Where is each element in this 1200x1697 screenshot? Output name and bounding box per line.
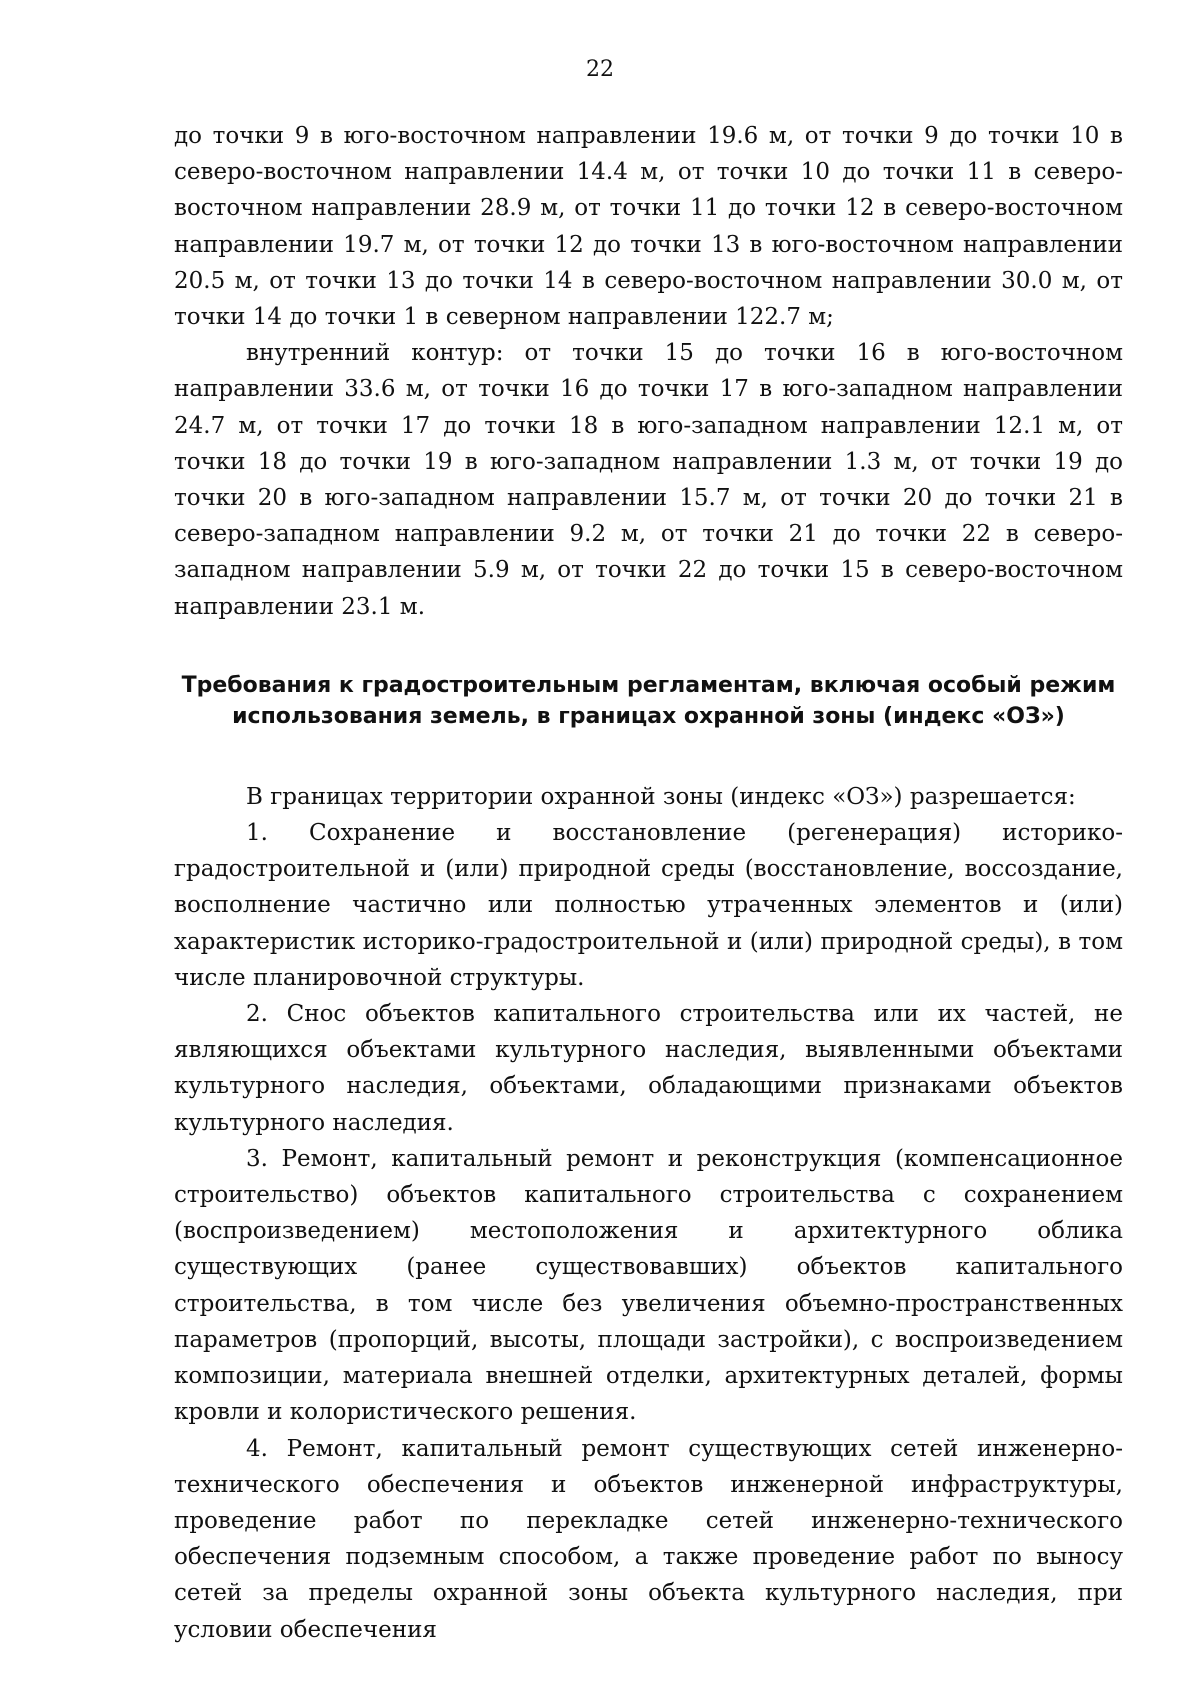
list-item-3: 3. Ремонт, капитальный ремонт и реконструкция (компенсационное строительство) объектов капитального строительства с сохранением (воспроизведением) местоположения и архитектурного облика существующих (ранее существовавших) объектов капитального строительства, в том числе без увеличения объемно-пространственных параметров (пропорций, высоты, площади застройки), с воспроизведением композиции, материала внешней отделки, архитектурных деталей, формы кровли и колористического решения. bbox=[174, 1145, 1123, 1426]
document-body bbox=[174, 118, 1123, 1648]
section-heading: Требования к градостроительным регламентам, включая особый режим использования земель, в границах охранной зоны (индекс «ОЗ») bbox=[181, 672, 1116, 729]
paragraph-inner-contour: внутренний контур: от точки 15 до точки 16 в юго-восточном направлении 33.6 м, от точки 16 до точки 17 в юго-западном направлении 24.7 м, от точки 17 до точки 18 в юго-западном направлении 12.1 м, от точки 18 до точки 19 в юго-западном направлении 1.3 м, от точки 19 до точки 20 в юго-западном направлении 15.7 м, от точки 20 до точки 21 в северо-западном направлении 9.2 м, от точки 21 до точки 22 в северо-западном направлении 5.9 м, от точки 22 до точки 15 в северо-восточном направлении 23.1 м. bbox=[174, 340, 1123, 620]
paragraph-intro: В границах территории охранной зоны (индекс «ОЗ») разрешается: bbox=[246, 783, 1076, 810]
paragraph-outer-contour: до точки 9 в юго-восточном направлении 19.6 м, от точки 9 до точки 10 в северо-восточном направлении 14.4 м, от точки 10 до точки 11 в северо-восточном направлении 28.9 м, от точки 11 до точки 12 в северо-восточном направлении 19.7 м, от точки 12 до точки 13 в юго-восточном направлении 20.5 м, от точки 13 до точки 14 в северо-восточном направлении 30.0 м, от точки 14 до точки 1 в северном направлении 122.7 м; bbox=[174, 123, 1123, 331]
list-item-2: 2. Снос объектов капитального строительства или их частей, не являющихся объектами культурного наследия, выявленными объектами культурного наследия, объектами, обладающими признаками объектов культурного наследия. bbox=[174, 1001, 1123, 1136]
list-item-4: 4. Ремонт, капитальный ремонт существующих сетей инженерно-технического обеспечения и объектов инженерной инфраструктуры, проведение работ по перекладке сетей инженерно-технического обеспечения подземным способом, а также проведение работ по выносу сетей за пределы охранной зоны объекта культурного наследия, при условии обеспечения bbox=[174, 1435, 1123, 1643]
page-number: 22 bbox=[586, 57, 614, 82]
list-item-1: 1. Сохранение и восстановление (регенерация) историко-градостроительной и (или) природной среды (восстановление, воссоздание, восполнение частично или полностью утраченных элементов и (или) характеристик историко-градостроительной и (или) природной среды), в том числе планировочной структуры. bbox=[174, 820, 1123, 991]
